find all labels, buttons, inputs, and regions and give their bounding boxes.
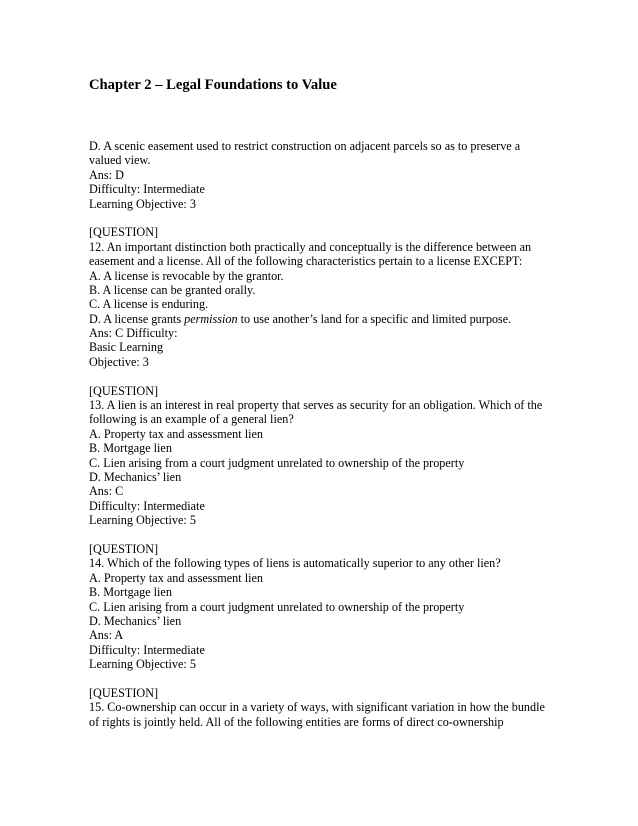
q13-question-tag: [QUESTION]: [89, 383, 159, 398]
document-body: [89, 139, 569, 729]
q15-question-tag: [QUESTION]: [89, 685, 159, 700]
q11-learning-objective: Learning Objective: 3: [89, 196, 196, 211]
q14-option-a: A. Property tax and assessment lien: [89, 570, 263, 585]
q12-difficulty: Basic Learning: [89, 340, 164, 355]
q14-difficulty: Difficulty: Intermediate: [89, 642, 205, 657]
q12-stem-line1: 12. An important distinction both practically and conceptually is the difference between an: [89, 239, 532, 254]
q12-option-b: B. A license can be granted orally.: [89, 282, 256, 297]
q14-stem: 14. Which of the following types of liens is automatically superior to any other lien?: [89, 556, 501, 571]
q13-difficulty: Difficulty: Intermediate: [89, 498, 205, 513]
q14-option-c: C. Lien arising from a court judgment unrelated to ownership of the property: [89, 599, 465, 614]
q14-answer: Ans: A: [89, 628, 124, 643]
q13-answer: Ans: C: [89, 484, 124, 499]
q14-learning-objective: Learning Objective: 5: [89, 657, 196, 672]
q13-option-a: A. Property tax and assessment lien: [89, 426, 263, 441]
question-14-block: [89, 542, 569, 672]
q14-question-tag: [QUESTION]: [89, 541, 159, 556]
q14-option-b: B. Mortgage lien: [89, 585, 172, 600]
q13-learning-objective: Learning Objective: 5: [89, 513, 196, 528]
q12-option-d-after: to use another’s land for a specific and limited purpose.: [237, 311, 512, 326]
q14-option-d: D. Mechanics’ lien: [89, 613, 182, 628]
q12-answer: Ans: C Difficulty:: [89, 326, 178, 341]
q13-option-d: D. Mechanics’ lien: [89, 469, 182, 484]
q12-option-d-emphasis: permission: [184, 311, 238, 326]
q11-answer: Ans: D: [89, 167, 124, 182]
q12-option-a: A. A license is revocable by the grantor.: [89, 268, 284, 283]
q12-option-d: [89, 312, 569, 326]
q12-option-d-before: D. A license grants: [89, 311, 185, 326]
q13-stem-line2: following is an example of a general lien?: [89, 412, 294, 427]
q13-option-c: C. Lien arising from a court judgment unrelated to ownership of the property: [89, 455, 465, 470]
paragraph-gap: [89, 211, 569, 225]
q12-stem-line2: easement and a license. All of the following characteristics pertain to a license EXCEPT:: [89, 254, 523, 269]
q11-option-d-line2: valued view.: [89, 153, 151, 168]
question-12-block: [89, 225, 569, 369]
q13-option-b: B. Mortgage lien: [89, 441, 172, 456]
q11-difficulty: Difficulty: Intermediate: [89, 182, 205, 197]
q12-question-tag: [QUESTION]: [89, 225, 159, 240]
q13-stem-line1: 13. A lien is an interest in real property that serves as security for an obligation. Which of the: [89, 398, 543, 413]
paragraph-gap: [89, 369, 569, 383]
q15-stem-line1: 15. Co-ownership can occur in a variety of ways, with significant variation in how the bundle: [89, 700, 545, 715]
question-15-block: [89, 686, 569, 729]
paragraph-gap: [89, 671, 569, 685]
q12-learning-objective: Objective: 3: [89, 354, 149, 369]
question-13-block: [89, 384, 569, 528]
q12-option-c: C. A license is enduring.: [89, 297, 209, 312]
question-11-block: [89, 139, 569, 211]
chapter-title: Chapter 2 – Legal Foundations to Value: [89, 77, 337, 93]
q15-stem-line2: of rights is jointly held. All of the following entities are forms of direct co-ownership: [89, 714, 504, 729]
paragraph-gap: [89, 528, 569, 542]
q11-option-d-line1: D. A scenic easement used to restrict construction on adjacent parcels so as to preserve a: [89, 139, 521, 153]
